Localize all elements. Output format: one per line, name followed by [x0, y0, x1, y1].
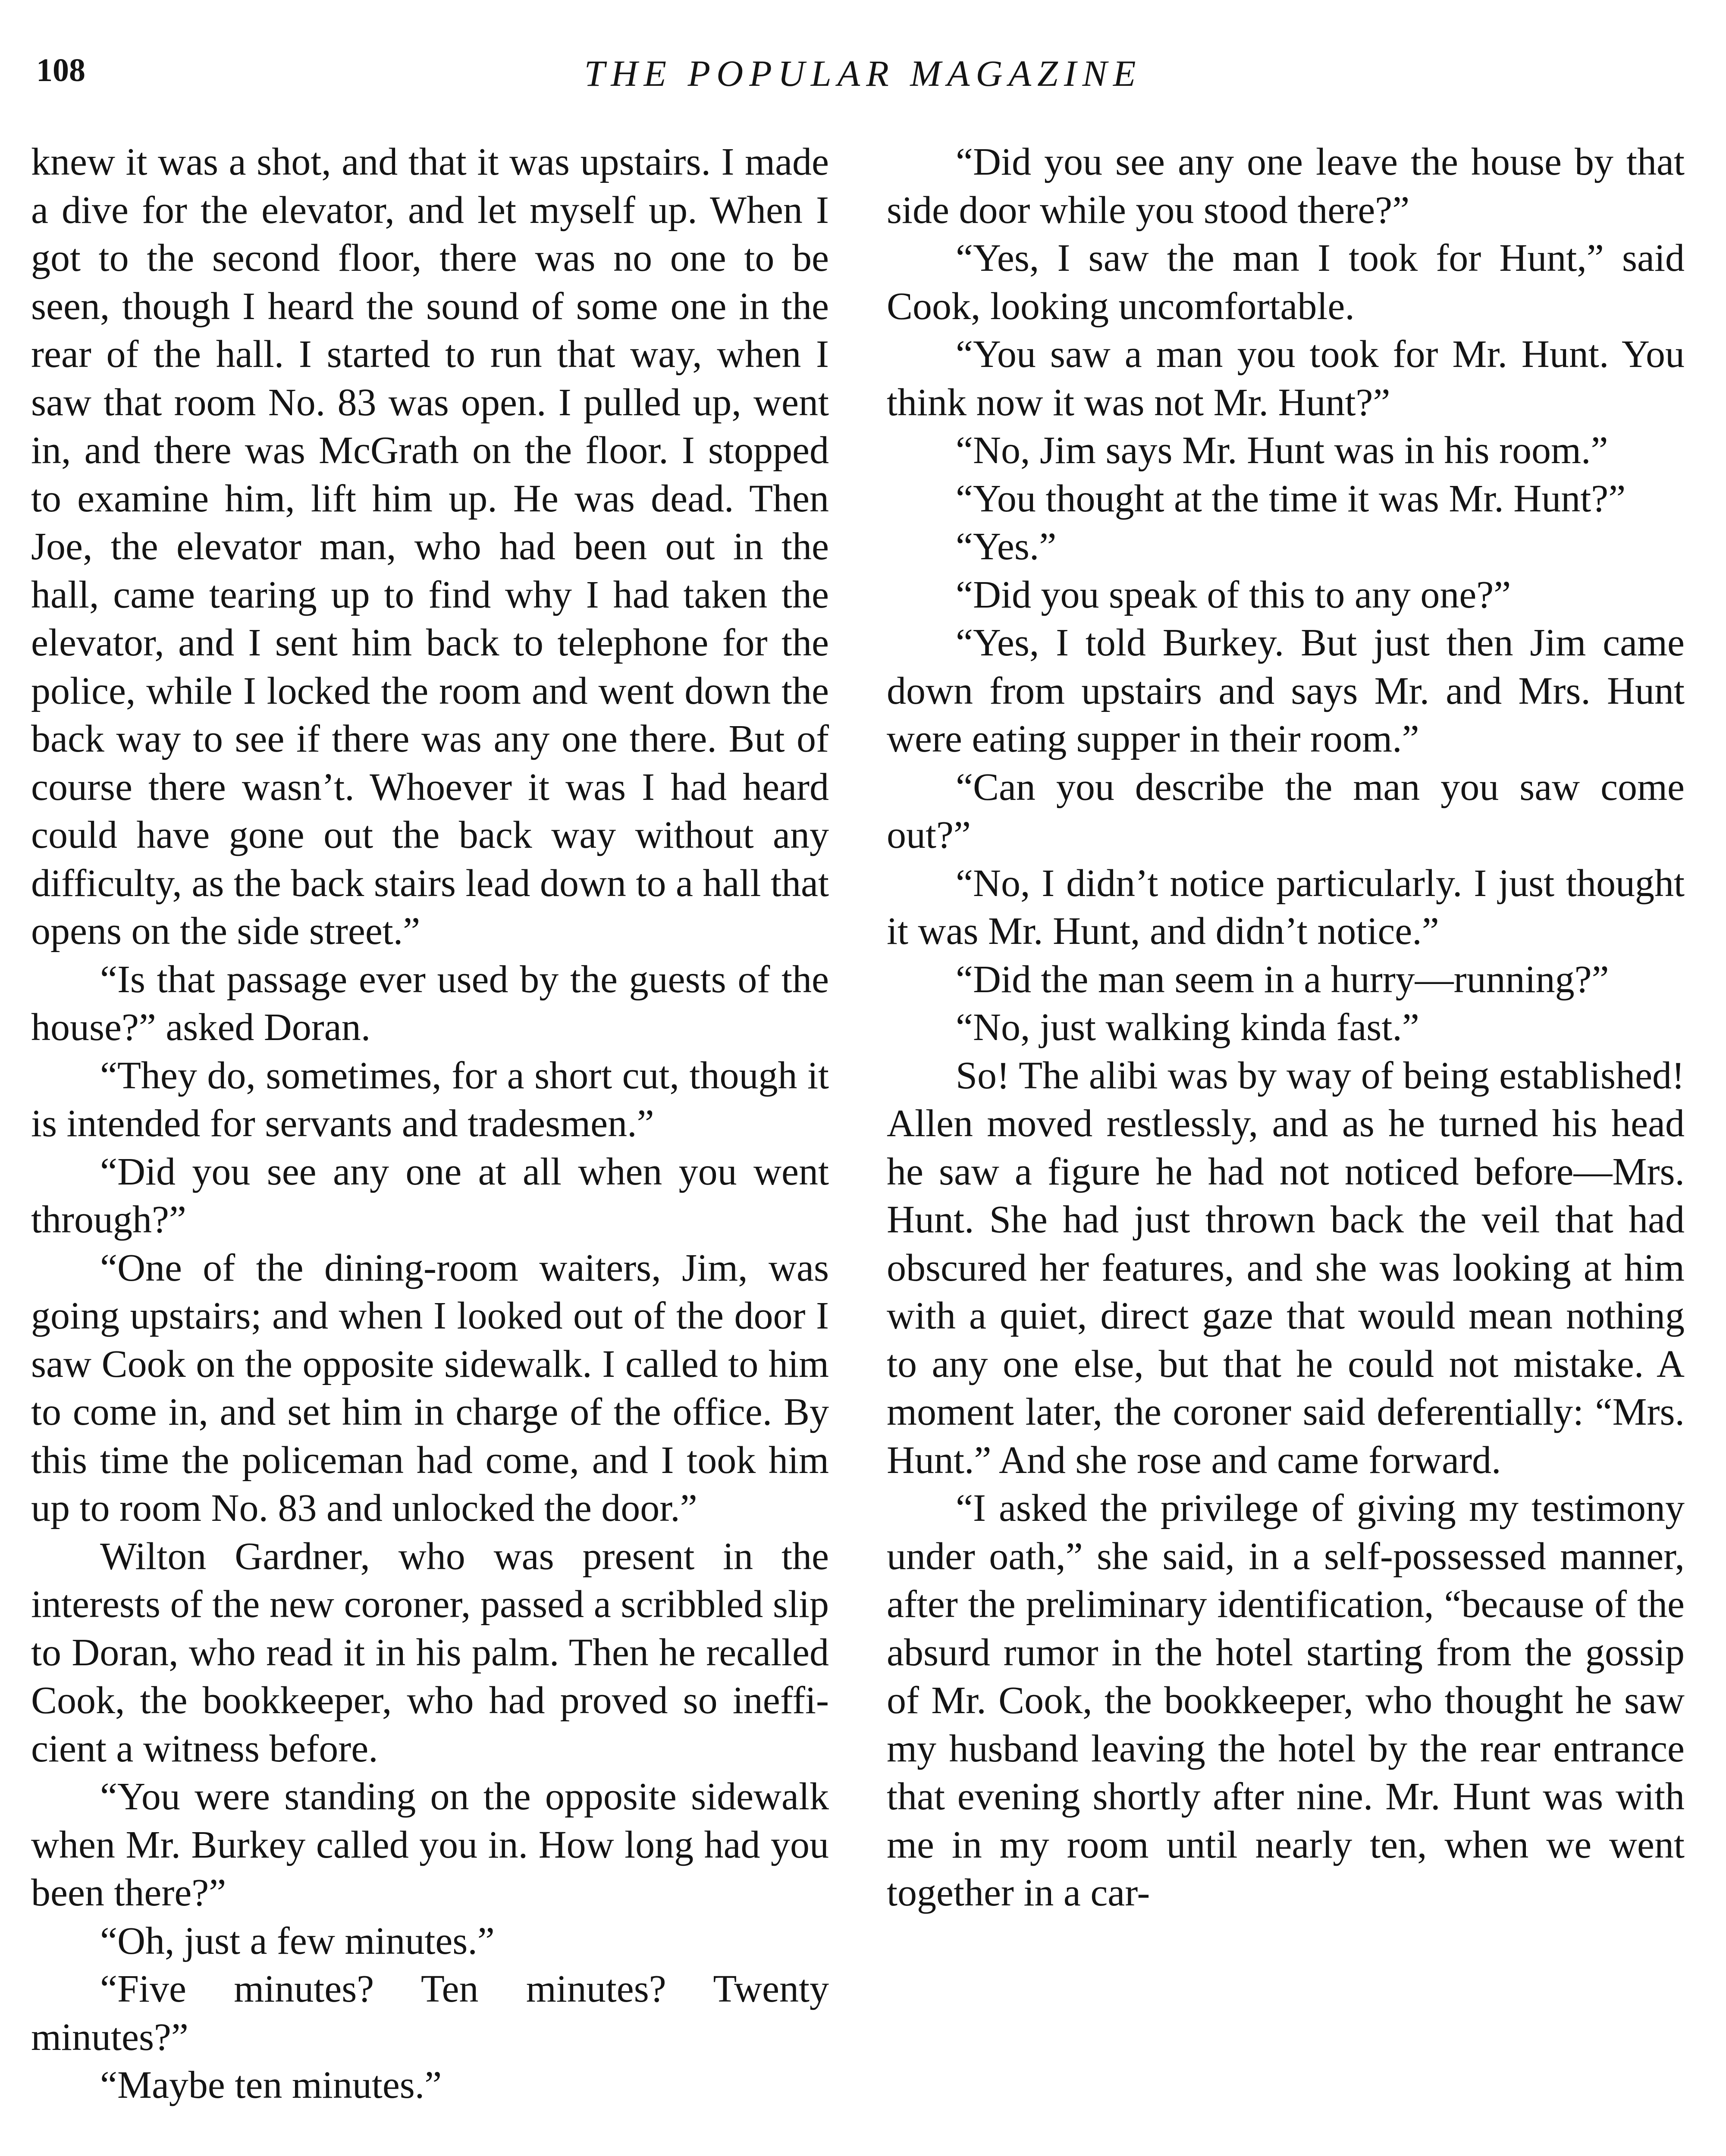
paragraph: “Maybe ten minutes.”: [100, 2064, 442, 2106]
magazine-title: THE POPULAR MAGAZINE: [584, 53, 1142, 94]
paragraph: “You saw a man you took for Mr. Hunt. You think now it was not Mr. Hunt?”: [887, 333, 1685, 424]
paragraph: “Yes.”: [956, 525, 1057, 568]
paragraph: “Can you describe the man you saw come out?”: [887, 765, 1685, 856]
paragraph: “One of the dining-room waiters, Jim, was going upstairs; and when I looked out of the door I saw Cook on the opposite sidewalk. I called to him to come in, and set him in charge of the office. By this time the policeman had come, and I took him up to room No. 83 and unlocked the door.”: [31, 1246, 829, 1529]
paragraph: “Yes, I told Burkey. But just then Jim came down from upstairs and says Mr. and Mrs. Hunt were eating supper in their room.”: [887, 621, 1685, 760]
paragraph: knew it was a shot, and that it was upstairs. I made a dive for the elevator, and let myself up. When I got to the second floor, there was no one to be seen, though I heard the sound of some one in the rear of the hall. I started to run that way, when I saw that room No. 83 was open. I pulled up, went in, and there was McGrath on the floor. I stopped to examine him, lift him up. He was dead. Then Joe, the elevator man, who had been out in the hall, came tearing up to find why I had taken the elevator, and I sent him back to telephone for the police, while I locked the room and went down the back way to see if there was any one there. But of course there wasn’t. Whoever it was I had heard could have gone out the back way without any difficulty, as the back stairs lead down to a hall that opens on the side street.”: [31, 141, 829, 953]
paragraph: “They do, sometimes, for a short cut, though it is intended for servants and tradesmen.”: [31, 1054, 829, 1145]
paragraph: “No, I didn’t notice particularly. I just thought it was Mr. Hunt, and didn’t notice.”: [887, 862, 1685, 953]
paragraph: “Did you see any one at all when you went through?”: [31, 1150, 829, 1241]
paragraph: “Did the man seem in a hurry—running?”: [956, 958, 1609, 1001]
page-header: [36, 52, 1690, 99]
right-column: [887, 138, 1685, 1917]
paragraph: “Is that passage ever used by the guests of the house?” asked Doran.: [31, 958, 829, 1049]
paragraph: “No, Jim says Mr. Hunt was in his room.”: [956, 429, 1608, 472]
paragraph: “You were standing on the opposite sidewalk when Mr. Burkey called you in. How long had you been there?”: [31, 1775, 829, 1914]
paragraph: “Five minutes? Ten minutes? Twenty minutes?”: [31, 1968, 829, 2059]
paragraph: “Yes, I saw the man I took for Hunt,” said Cook, looking uncomfortable.: [887, 237, 1685, 328]
paragraph: Wilton Gardner, who was present in the interests of the new coroner, passed a scribbled slip to Doran, who read it in his palm. Then he recalled Cook, the bookkeeper, who had proved so inefficient a witness before.: [31, 1535, 829, 1770]
paragraph: “Did you speak of this to any one?”: [956, 573, 1511, 616]
paragraph: “I asked the privilege of giving my testimony under oath,” she said, in a self-possessed manner, after the preliminary identification, “because of the absurd rumor in the hotel starting from the gossip of Mr. Cook, the bookkeeper, who thought he saw my husband leaving the hotel by the rear entrance that evening shortly after nine. Mr. Hunt was with me in my room until nearly ten, when we went together in a car-: [887, 1487, 1685, 1914]
paragraph: “You thought at the time it was Mr. Hunt?”: [956, 477, 1626, 520]
paragraph: So! The alibi was by way of being established! Allen moved restlessly, and as he turned his head he saw a figure he had not noticed before—Mrs. Hunt. She had just thrown back the veil that had obscured her features, and she was looking at him with a quiet, direct gaze that would mean nothing to any one else, but that he could not mistake. A moment later, the coroner said deferentially: “Mrs. Hunt.” And she rose and came forward.: [887, 1054, 1685, 1482]
paragraph: “Did you see any one leave the house by that side door while you stood there?”: [887, 141, 1685, 232]
left-column: [31, 138, 829, 2109]
paragraph: “Oh, just a few minutes.”: [100, 1919, 495, 1962]
page-number: 108: [36, 52, 85, 88]
paragraph: “No, just walking kinda fast.”: [956, 1006, 1419, 1049]
